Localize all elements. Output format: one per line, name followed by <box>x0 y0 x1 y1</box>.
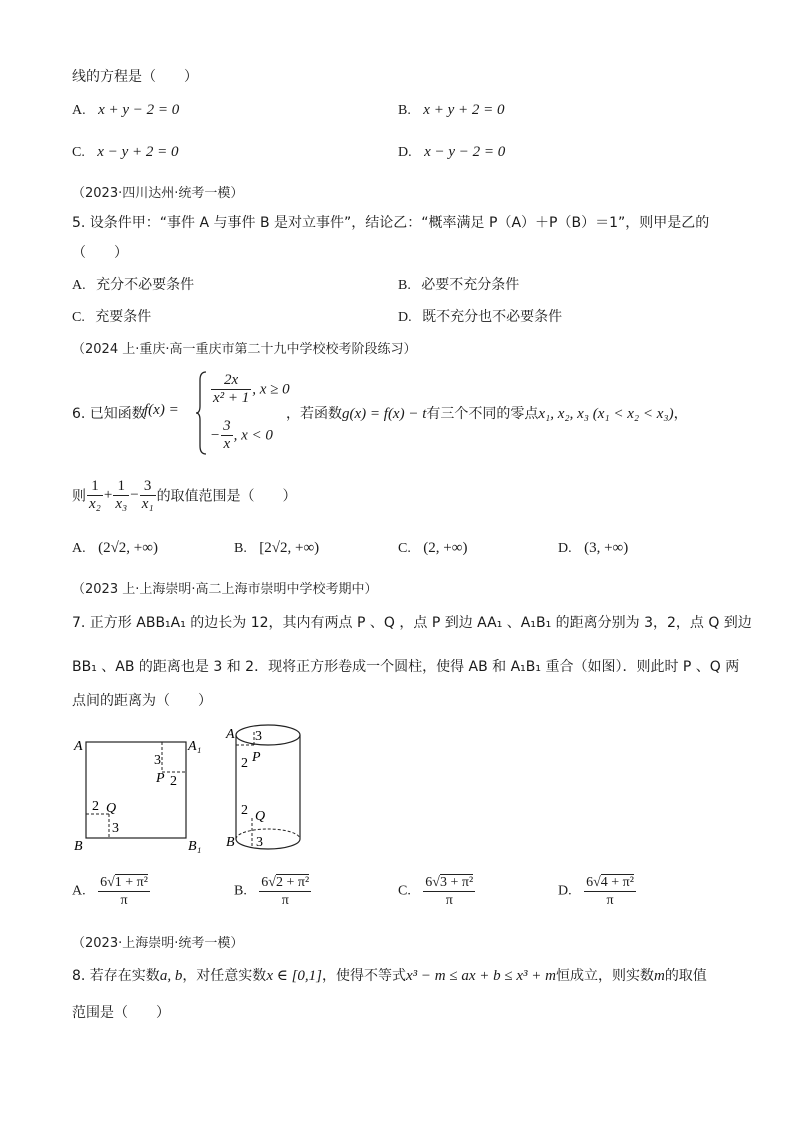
cyl-num-3-top: 3 <box>255 729 262 744</box>
fig-num-2-right: 2 <box>170 774 177 789</box>
q7-option-c[interactable]: C. $\frac{\text{6√3 + π²}}{\pi}$ <box>398 875 474 908</box>
q4-option-b[interactable]: B. x + y + 2 = 0 <box>398 102 505 118</box>
q4-stem: 线的方程是（ ） <box>72 69 198 85</box>
q6-option-a[interactable]: A. (2√2, +∞) <box>72 540 158 556</box>
cyl-label-b: B <box>226 835 235 850</box>
q8-line1: 8. 若存在实数a, b，对任意实数x ∈ [0,1]，使得不等式x³ − m ≤ ax + b ≤ x³ + m恒成立，则实数m的取值 <box>72 968 707 984</box>
q5-option-a[interactable]: A. 充分不必要条件 <box>72 277 195 293</box>
q5-option-d[interactable]: D. 既不充分也不必要条件 <box>398 309 563 325</box>
q6-source: （2024 上·重庆·高一重庆市第二十九中学校校考阶段练习） <box>72 342 417 357</box>
q8-source: （2023·上海崇明·统考一模） <box>72 936 244 951</box>
q6-f-lhs: f(x) = <box>144 402 179 418</box>
cyl-num-3-bottom: 3 <box>256 835 263 850</box>
q4-option-a[interactable]: A. x + y − 2 = 0 <box>72 102 180 118</box>
fig-label-b: B <box>74 839 83 854</box>
cyl-label-a: A <box>226 727 235 742</box>
q7-source: （2023 上·上海崇明·高二上海市崇明中学校考期中） <box>72 582 378 597</box>
q7-option-b[interactable]: B. $\frac{\text{6√2 + π²}}{\pi}$ <box>234 875 310 908</box>
fig-point-p: P <box>156 771 165 786</box>
q6-case2: − $\frac{3}{x}$ , x < 0 <box>210 418 273 452</box>
q6-option-b[interactable]: B. [2√2, +∞) <box>234 540 320 556</box>
q6-line2: 则 $\frac{1}{\text{x₂}}$ + $\frac{1}{\text{x₃}}$ − $\frac{3}{\text{x₁}}$ 的取值范围是（ ） <box>72 478 297 512</box>
fig-label-a: A <box>74 739 83 754</box>
q7-line3: 点间的距离为（ ） <box>72 693 212 709</box>
cyl-point-p: P <box>252 750 261 765</box>
cyl-num-2-top: 2 <box>241 756 248 771</box>
fig-point-q: Q <box>106 801 117 816</box>
q6-option-c[interactable]: C. (2, +∞) <box>398 540 468 556</box>
q8-line2: 范围是（ ） <box>72 1005 170 1021</box>
q5-stem-paren: （ ） <box>72 245 128 261</box>
q5-option-b[interactable]: B. 必要不充分条件 <box>398 277 520 293</box>
q6-lead: 6. 已知函数 <box>72 406 146 422</box>
fig-num-3-bottom: 3 <box>112 821 119 836</box>
cyl-num-2-bottom: 2 <box>241 803 248 818</box>
q5-stem: 5. 设条件甲：“事件 A 与事件 B 是对立事件”，结论乙：“概率满足 P（A）＋P（B）＝1”，则甲是乙的 <box>72 215 710 231</box>
q5-source: （2023·四川达州·统考一模） <box>72 186 244 201</box>
q4-option-c[interactable]: C. x − y + 2 = 0 <box>72 144 179 160</box>
fig-label-a1: A₁ <box>188 739 202 754</box>
q7-line2: BB₁ 、AB 的距离也是 3 和 2．现将正方形卷成一个圆柱，使得 AB 和 A₁B₁ 重合（如图）．则此时 P 、Q 两 <box>72 659 740 675</box>
piecewise-brace <box>196 370 208 456</box>
square-figure <box>66 726 216 856</box>
q6-condition: ，若函数g(x) = f(x) − t有三个不同的零点x₁, x₂, x₃ (x₁ < x₂ < x₃)， <box>286 406 688 422</box>
fig-label-b1: B₁ <box>188 839 202 854</box>
q4-option-d[interactable]: D. x − y − 2 = 0 <box>398 144 506 160</box>
cylinder-figure <box>222 718 314 854</box>
q7-line1: 7. 正方形 ABB₁A₁ 的边长为 12，其内有两点 P 、Q ，点 P 到边 AA₁ 、A₁B₁ 的距离分别为 3，2，点 Q 到边 <box>72 615 752 631</box>
fig-num-2-left: 2 <box>92 799 99 814</box>
q6-option-d[interactable]: D. (3, +∞) <box>558 540 629 556</box>
fig-num-3-top: 3 <box>154 753 161 768</box>
q7-option-a[interactable]: A. $\frac{\text{6√1 + π²}}{\pi}$ <box>72 875 148 908</box>
cyl-point-q: Q <box>255 809 266 824</box>
q5-option-c[interactable]: C. 充要条件 <box>72 309 152 325</box>
q6-case1: $\frac{2x}{\text{x² + 1}}$ , x ≥ 0 <box>213 372 290 406</box>
q7-option-d[interactable]: D. $\frac{\text{6√4 + π²}}{\pi}$ <box>558 875 634 908</box>
